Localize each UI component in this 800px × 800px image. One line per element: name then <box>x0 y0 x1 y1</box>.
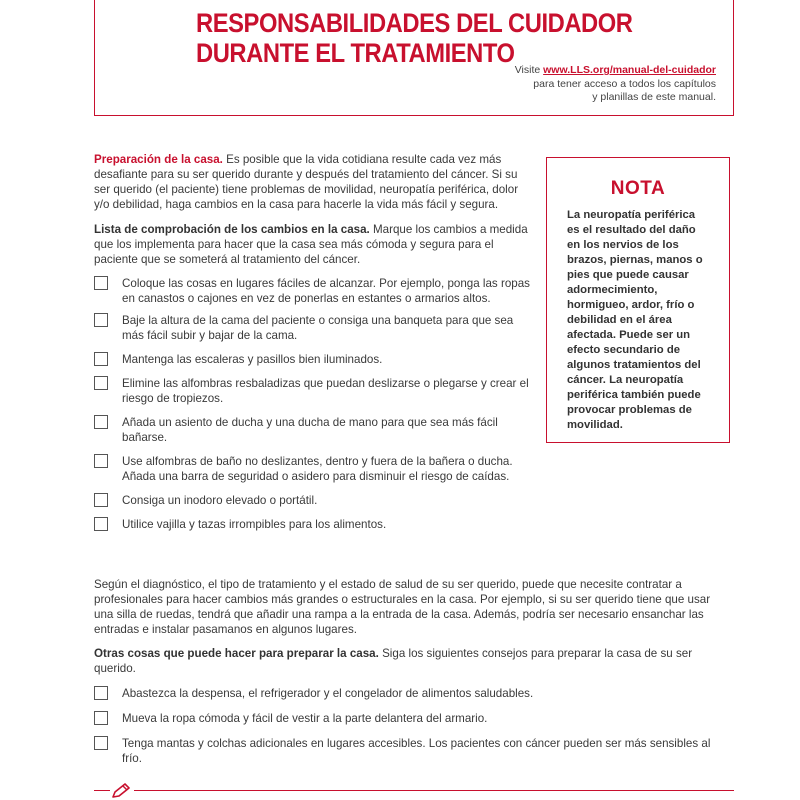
checklist-item <box>94 454 534 484</box>
checklist-item <box>94 493 534 508</box>
intro-paragraph <box>94 152 534 212</box>
checklist-item <box>94 276 534 306</box>
note-text: La neuropatía periférica es el resultado del daño en los nervios de los brazos, piernas, manos o pies que puede causar adormecimiento, hormigueo, ardor, frío o debilidad en el área afectada. Puede ser un efecto secundario de algunos tratamientos del cáncer. La neuropatía periférica también puede provocar problemas de movilidad. <box>567 209 703 431</box>
checklist-item-text: Abastezca la despensa, el refrigerador y el congelador de alimentos saludables. <box>122 687 534 700</box>
checklist-item-text: Consiga un inodoro elevado o portátil. <box>122 494 318 507</box>
checklist-item <box>94 686 724 701</box>
checklist2-text: Siga los siguientes consejos para preparar la casa de su ser querido. <box>94 647 693 675</box>
title-line-1: RESPONSABILIDADES DEL CUIDADOR <box>196 8 633 38</box>
title-line-2: DURANTE EL TRATAMIENTO <box>196 38 515 68</box>
checkbox[interactable] <box>94 376 108 390</box>
checklist-item-text: Utilice vajilla y tazas irrompibles para los alimentos. <box>122 518 387 531</box>
checklist2-intro <box>94 646 724 676</box>
checklist-item-text: Use alfombras de baño no deslizantes, dentro y fuera de la bañera o ducha. Añada una barra de seguridad o asidero para disminuir el riesgo de caídas. <box>122 455 513 483</box>
pencil-icon <box>110 783 134 799</box>
checklist-item <box>94 711 724 726</box>
checklist1-intro <box>94 222 534 267</box>
checklist-item-text: Tenga mantas y colchas adicionales en lugares accesibles. Los pacientes con cáncer pueden ser más sensibles al frío. <box>122 737 711 765</box>
other-tips-checklist <box>94 686 724 766</box>
checklist2-lead: Otras cosas que puede hacer para preparar la casa. <box>94 647 379 660</box>
intro-text: Es posible que la vida cotidiana resulte cada vez más desafiante para su ser querido durante y después del tratamiento del cáncer. Si su ser querido (el paciente) tiene problemas de movilidad, neuropatía periférica, dolor y/o debilidad, haga cambios en la casa para hacerle la vida más fácil y segura. <box>94 153 519 211</box>
footer-divider <box>94 790 734 791</box>
note-box <box>546 157 730 443</box>
home-changes-checklist <box>94 276 534 532</box>
checklist-item <box>94 313 534 343</box>
caregiver-manual-link[interactable]: www.LLS.org/manual-del-cuidador <box>543 64 716 76</box>
checklist1-lead: Lista de comprobación de los cambios en la casa. <box>94 223 370 236</box>
visit-prefix: Visite <box>514 64 544 76</box>
visit-line-3: y planillas de este manual. <box>592 91 716 103</box>
checklist-item-text: Añada un asiento de ducha y una ducha de mano para que sea más fácil bañarse. <box>122 416 498 444</box>
checklist-item <box>94 376 534 406</box>
checklist-item <box>94 415 534 445</box>
page-title <box>196 8 633 68</box>
checklist-item-text: Elimine las alfombras resbaladizas que puedan deslizarse o plegarse y crear el riesgo de tropiezos. <box>122 377 529 405</box>
diagnosis-paragraph: Según el diagnóstico, el tipo de tratamiento y el estado de salud de su ser querido, puede que necesite contratar a profesionales para hacer cambios más grandes o estructurales en la casa. Por ejemplo, si su ser querido tiene que usar una silla de ruedas, tendrá que añadir una rampa a la entrada de la casa. Además, podría ser necesario ensanchar las entradas e instalar pasamanos en algunos lugares. <box>94 578 711 636</box>
checklist-item-text: Baje la altura de la cama del paciente o consiga una banqueta para que sea más fácil subir y bajar de la cama. <box>122 314 514 342</box>
main-column <box>94 152 534 532</box>
checkbox[interactable] <box>94 517 108 531</box>
checklist1-text: Marque los cambios a medida que los implementa para hacer que la casa sea más cómoda y segura para el paciente que se someterá al tratamiento del cáncer. <box>94 223 528 266</box>
checklist-item-text: Coloque las cosas en lugares fáciles de alcanzar. Por ejemplo, ponga las ropas en canastos o cajones en vez de ponerlas en estantes o armarios altos. <box>122 277 530 305</box>
checkbox[interactable] <box>94 276 108 290</box>
checklist-item-text: Mantenga las escaleras y pasillos bien iluminados. <box>122 353 383 366</box>
checklist-item-text: Mueva la ropa cómoda y fácil de vestir a la parte delantera del armario. <box>122 712 488 725</box>
checkbox[interactable] <box>94 313 108 327</box>
checkbox[interactable] <box>94 711 108 725</box>
checkbox[interactable] <box>94 493 108 507</box>
visit-note <box>515 64 716 105</box>
checkbox[interactable] <box>94 686 108 700</box>
checkbox[interactable] <box>94 454 108 468</box>
checkbox[interactable] <box>94 736 108 750</box>
lower-section <box>94 577 724 766</box>
intro-lead: Preparación de la casa. <box>94 153 223 166</box>
checkbox[interactable] <box>94 352 108 366</box>
checklist-item <box>94 352 534 367</box>
note-title: NOTA <box>610 178 666 199</box>
visit-line-2: para tener acceso a todos los capítulos <box>533 77 716 90</box>
checklist-item <box>94 517 534 532</box>
checkbox[interactable] <box>94 415 108 429</box>
checklist-item <box>94 736 724 766</box>
